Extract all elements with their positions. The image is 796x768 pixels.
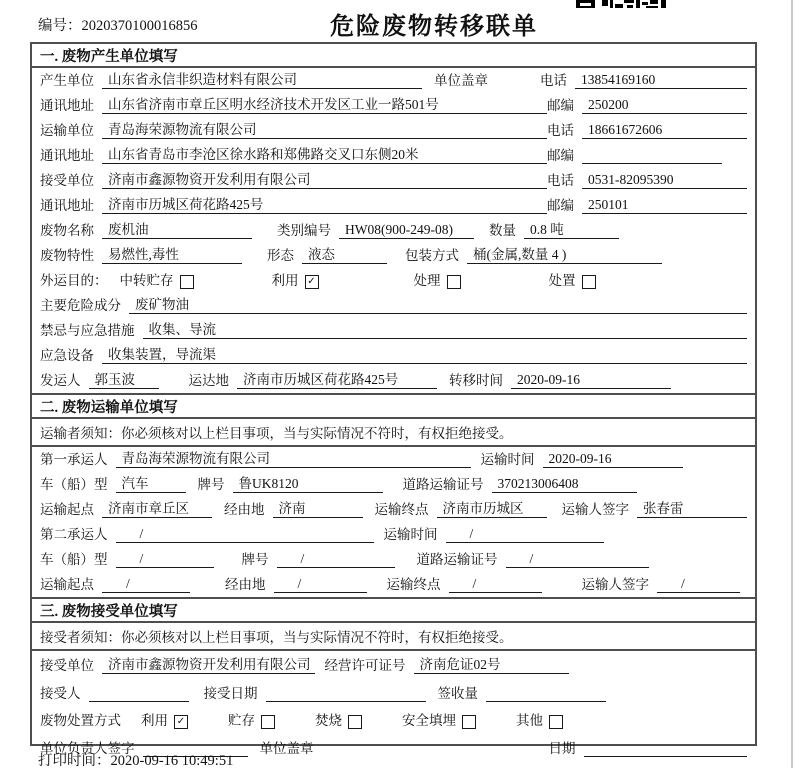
receiver-zip-label: 邮编 <box>547 198 574 213</box>
first-plate-value: 鲁UK8120 <box>233 472 383 493</box>
second-transport-time-label: 运输时间 <box>383 526 438 542</box>
row-waste-name <box>32 218 755 243</box>
first-origin-label: 运输起点 <box>40 501 94 517</box>
taboo-measures-label: 禁忌与应急措施 <box>40 322 135 338</box>
first-via-value: 济南 <box>273 497 363 518</box>
second-origin-label: 运输起点 <box>40 576 94 592</box>
disposal-burn-checkbox <box>348 715 362 729</box>
waste-form-value: 液态 <box>302 243 387 264</box>
manifest-form <box>30 42 757 756</box>
serial-label: 编号： <box>38 18 82 34</box>
sign-date-value <box>584 741 748 757</box>
waste-character-value: 易燃性,毒性 <box>102 243 242 264</box>
receiver-address-label: 通讯地址 <box>40 198 94 213</box>
receiver-unit-label: 接受单位 <box>40 173 94 188</box>
row-receiver-address <box>32 193 755 218</box>
receiver-phone-label: 电话 <box>547 173 574 188</box>
sign-date-label: 日期 <box>548 740 576 756</box>
producer-unit-label: 产生单位 <box>40 73 94 88</box>
first-signer-label: 运输人签字 <box>561 501 629 517</box>
unit-seal-label-bottom: 单位盖章 <box>259 740 314 756</box>
row-second-vehicle <box>32 547 755 572</box>
row-transport-address <box>32 143 755 168</box>
transport-address-value: 山东省青岛市李沧区徐水路和郑佛路交叉口东侧20米 <box>102 143 547 164</box>
destination-value: 济南市历城区荷花路425号 <box>237 368 437 389</box>
second-origin-value: / <box>102 576 190 593</box>
unit-seal-label: 单位盖章 <box>434 73 488 88</box>
section3-heading: 三. 废物接受单位填写 <box>32 597 755 623</box>
print-time-label: 打印时间： <box>38 753 111 768</box>
receiver-unit-group <box>40 168 547 189</box>
transport-unit-label: 运输单位 <box>40 123 94 138</box>
received-qty-label: 签收量 <box>437 685 478 701</box>
accept-person-label: 接受人 <box>40 685 81 701</box>
first-vehicle-type-value: 汽车 <box>116 472 186 493</box>
receiver-notice: 接受者须知：你必须核对以上栏目事项，当与实际情况不符时，有权拒绝接受。 <box>32 623 755 651</box>
second-carrier-value: / <box>116 526 374 543</box>
received-qty-value <box>486 686 606 702</box>
row-first-route <box>32 497 755 522</box>
disposal-burn-label: 焚烧 <box>315 713 342 729</box>
producer-unit-value: 山东省永信非织造材料有限公司 <box>102 68 422 89</box>
hazard-component-value: 废矿物油 <box>129 293 747 314</box>
print-time <box>38 749 233 768</box>
print-time-value: 2020-09-16 10:49:51 <box>110 753 234 768</box>
row-disposal-method <box>32 706 755 734</box>
serial-value: 2020370100016856 <box>81 18 198 34</box>
row-accept-unit <box>32 651 755 679</box>
license-value: 济南危证02号 <box>414 653 569 674</box>
row-transfer-purpose <box>32 268 755 293</box>
waste-name-value: 废机油 <box>102 218 252 239</box>
transporter-notice: 运输者须知：你必须核对以上栏目事项，当与实际情况不符时，有权拒绝接受。 <box>32 419 755 447</box>
second-transport-time-value: / <box>446 526 604 543</box>
second-signer-label: 运输人签字 <box>581 576 649 592</box>
waste-name-label: 废物名称 <box>40 223 94 238</box>
producer-address-value: 山东省济南市章丘区明水经济技术开发区工业一路501号 <box>102 93 547 114</box>
accept-unit-value: 济南市鑫源物资开发利用有限公司 <box>102 653 315 674</box>
first-via-label: 经由地 <box>224 501 265 517</box>
purpose-option-dispose-label: 处置 <box>548 272 576 288</box>
purpose-label: 外运目的： <box>40 272 108 288</box>
second-vehicle-type-value: / <box>116 551 214 568</box>
transport-address-group <box>40 143 547 164</box>
second-permit-value: / <box>506 551 649 568</box>
row-producer-unit <box>32 68 755 93</box>
accept-person-value <box>89 686 189 702</box>
waste-character-label: 废物特性 <box>40 248 94 263</box>
row-second-carrier <box>32 522 755 547</box>
disposal-storage-label: 贮存 <box>228 713 255 729</box>
accept-date-label: 接受日期 <box>203 685 258 701</box>
receiver-phone-value: 0531-82095390 <box>582 172 747 189</box>
section2-heading: 二. 废物运输单位填写 <box>32 393 755 419</box>
waste-code-value: HW08(900-249-08) <box>339 222 474 239</box>
row-producer-address <box>32 93 755 118</box>
purpose-treat-checkbox <box>447 275 461 289</box>
producer-left-group <box>40 68 540 89</box>
disposal-other-label: 其他 <box>516 713 543 729</box>
receiver-unit-value: 济南市鑫源物资开发利用有限公司 <box>102 168 547 189</box>
receiver-zip-value: 250101 <box>582 197 747 214</box>
disposal-use-checkbox: ✓ <box>174 715 188 729</box>
first-permit-value: 370213006408 <box>492 476 637 493</box>
second-end-value: / <box>449 576 542 593</box>
disposal-other-checkbox <box>549 715 563 729</box>
purpose-storage-checkbox <box>180 275 194 289</box>
destination-label: 运达地 <box>188 372 229 388</box>
row-second-route <box>32 572 755 597</box>
producer-phone-value: 13854169160 <box>575 72 747 89</box>
accept-date-value <box>266 686 426 702</box>
first-vehicle-type-label: 车（船）型 <box>40 476 108 492</box>
row-dispatch <box>32 368 755 393</box>
page-edge-divider <box>791 0 793 768</box>
first-transport-time-label: 运输时间 <box>480 451 535 467</box>
transport-unit-value: 青岛海荣源物流有限公司 <box>102 118 547 139</box>
second-plate-value: / <box>277 551 395 568</box>
second-via-value: / <box>274 576 367 593</box>
transfer-time-label: 转移时间 <box>449 372 503 388</box>
row-accept-person <box>32 678 755 706</box>
first-origin-value: 济南市章丘区 <box>102 497 212 518</box>
transport-unit-group <box>40 118 547 139</box>
hazard-component-label: 主要危险成分 <box>40 297 121 313</box>
first-transport-time-value: 2020-09-16 <box>543 451 683 468</box>
responsible-sign-label: 单位负责人签字 <box>40 740 135 756</box>
transport-phone-label: 电话 <box>547 123 574 138</box>
first-carrier-label: 第一承运人 <box>40 451 108 467</box>
first-end-value: 济南市历城区 <box>437 497 547 518</box>
transport-address-label: 通讯地址 <box>40 148 94 163</box>
second-vehicle-type-label: 车（船）型 <box>40 551 108 567</box>
waste-qty-value: 0.8 吨 <box>524 218 619 239</box>
emergency-equipment-value: 收集装置，导流渠 <box>102 343 747 364</box>
receiver-address-group <box>40 193 547 214</box>
purpose-use-checkbox: ✓ <box>305 275 319 289</box>
producer-zip-label: 邮编 <box>547 98 574 113</box>
second-via-label: 经由地 <box>225 576 266 592</box>
packing-label: 包装方式 <box>405 248 459 263</box>
producer-address-label: 通讯地址 <box>40 98 94 113</box>
disposal-storage-checkbox <box>261 715 275 729</box>
row-waste-character <box>32 243 755 268</box>
purpose-dispose-checkbox <box>582 275 596 289</box>
accept-unit-label: 接受单位 <box>40 658 94 674</box>
first-end-label: 运输终点 <box>374 501 429 517</box>
second-permit-label: 道路运输证号 <box>416 551 498 567</box>
row-first-carrier <box>32 447 755 472</box>
section1-heading: 一. 废物产生单位填写 <box>32 44 755 68</box>
receiver-address-value: 济南市历城区荷花路425号 <box>102 193 547 214</box>
first-plate-label: 牌号 <box>197 476 225 492</box>
waste-form-label: 形态 <box>267 248 294 263</box>
row-taboo-measures <box>32 318 755 343</box>
disposal-use-label: 利用 <box>141 713 168 729</box>
qr-code-icon <box>576 0 668 11</box>
second-plate-label: 牌号 <box>241 551 269 567</box>
row-emergency-equipment <box>32 343 755 368</box>
packing-value: 桶(金属,数量 4 ) <box>467 243 662 264</box>
second-signer-value: / <box>657 576 740 593</box>
row-first-vehicle <box>32 472 755 497</box>
disposal-landfill-label: 安全填埋 <box>402 713 456 729</box>
second-end-label: 运输终点 <box>386 576 441 592</box>
dispatcher-label: 发运人 <box>40 372 81 388</box>
purpose-option-storage-label: 中转贮存 <box>119 272 174 288</box>
row-hazard-component <box>32 293 755 318</box>
producer-address-group <box>40 93 547 114</box>
row-receiver-unit <box>32 168 755 193</box>
disposal-landfill-checkbox <box>462 715 476 729</box>
first-signer-value: 张春雷 <box>637 497 747 518</box>
transfer-time-value: 2020-09-16 <box>511 372 671 389</box>
waste-qty-label: 数量 <box>489 223 516 238</box>
first-permit-label: 道路运输证号 <box>402 476 484 492</box>
emergency-equipment-label: 应急设备 <box>40 347 94 363</box>
taboo-measures-value: 收集、导流 <box>143 318 748 339</box>
row-transport-unit <box>32 118 755 143</box>
dispatcher-value: 郭玉波 <box>89 368 159 389</box>
producer-phone-label: 电话 <box>540 73 567 88</box>
purpose-option-treat-label: 处理 <box>413 272 441 288</box>
second-carrier-label: 第二承运人 <box>40 526 108 542</box>
serial-number <box>38 14 198 35</box>
disposal-method-label: 废物处置方式 <box>40 713 121 729</box>
transport-phone-value: 18661672606 <box>582 122 747 139</box>
purpose-option-use-label: 利用 <box>271 272 299 288</box>
page-title: 危险废物转移联单 <box>330 14 538 40</box>
waste-code-label: 类别编号 <box>277 223 331 238</box>
transport-zip-value <box>582 148 722 164</box>
producer-zip-value: 250200 <box>582 97 747 114</box>
license-label: 经营许可证号 <box>324 658 406 674</box>
transport-zip-label: 邮编 <box>547 148 574 163</box>
first-carrier-value: 青岛海荣源物流有限公司 <box>116 447 471 468</box>
